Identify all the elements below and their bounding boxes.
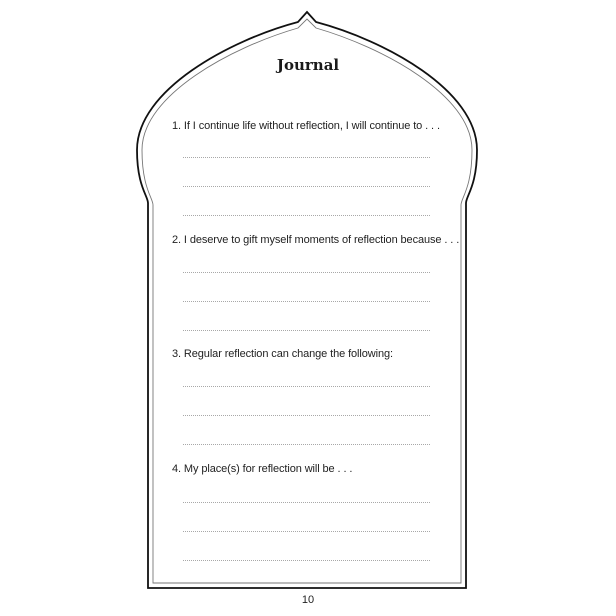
answer-line[interactable] — [183, 330, 430, 331]
page-title: Journal — [276, 56, 340, 74]
answer-line[interactable] — [183, 502, 430, 503]
answer-line[interactable] — [183, 301, 430, 302]
answer-line[interactable] — [183, 531, 430, 532]
answer-line[interactable] — [183, 560, 430, 561]
answer-line[interactable] — [183, 186, 430, 187]
answer-line[interactable] — [183, 444, 430, 445]
answer-line[interactable] — [183, 386, 430, 387]
question-4: 4. My place(s) for reflection will be . . . — [172, 463, 353, 475]
answer-line[interactable] — [183, 415, 430, 416]
page-number: 10 — [301, 594, 315, 606]
answer-line[interactable] — [183, 272, 430, 273]
answer-line[interactable] — [183, 157, 430, 158]
question-1: 1. If I continue life without reflection, I will continue to . . . — [172, 120, 440, 132]
answer-line[interactable] — [183, 215, 430, 216]
question-3: 3. Regular reflection can change the following: — [172, 348, 393, 360]
question-2: 2. I deserve to gift myself moments of reflection because . . . — [172, 234, 460, 246]
